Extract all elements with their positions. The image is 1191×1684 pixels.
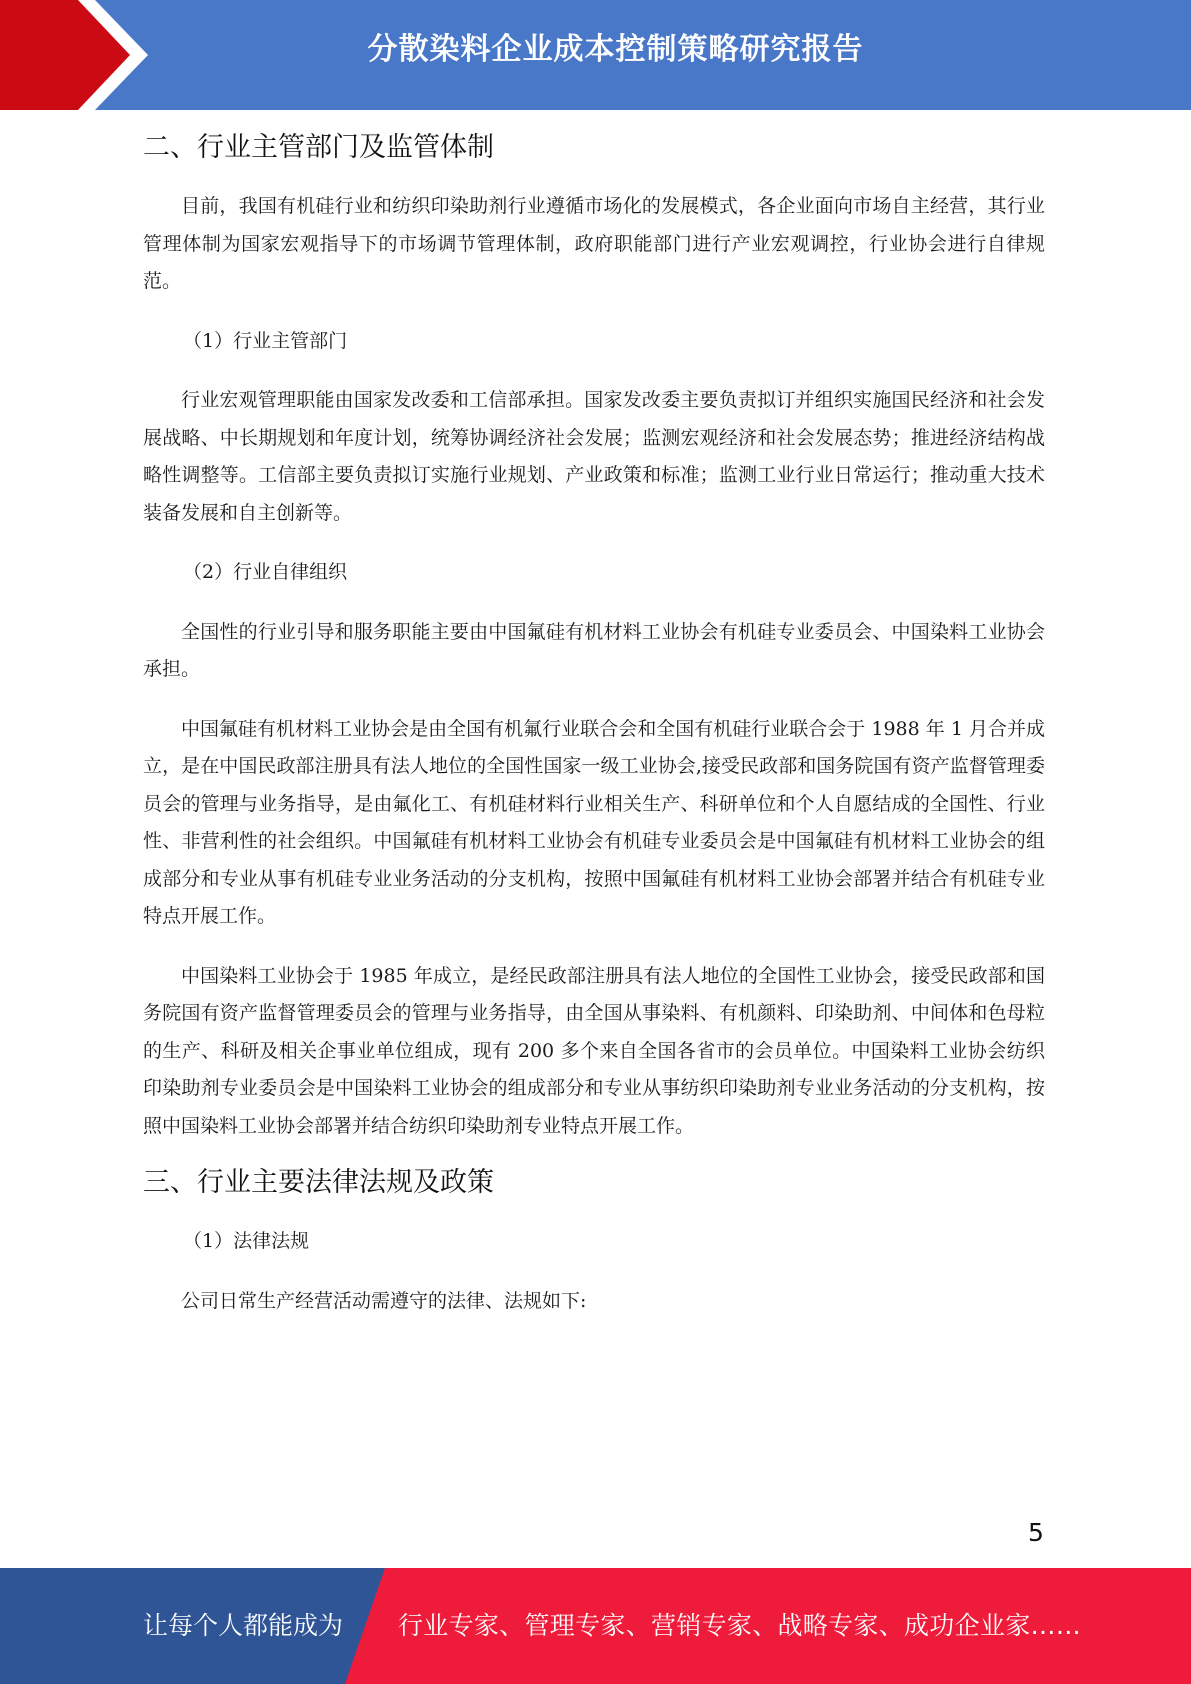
subheading-authority: （1）行业主管部门 <box>183 329 348 352</box>
report-title: 分散染料企业成本控制策略研究报告 <box>367 32 864 67</box>
section-heading-2: 二、行业主管部门及监管体制 <box>143 132 494 163</box>
subheading-self-regulation: （2）行业自律组织 <box>183 561 348 583</box>
page-number: 5 <box>1028 1518 1044 1547</box>
page-footer <box>0 1568 1191 1684</box>
laws-paragraph: 公司日常生产经营活动需遵守的法律、法规如下: <box>181 1289 587 1312</box>
footer-slogan-right: 行业专家、管理专家、营销专家、战略专家、成功企业家…… <box>398 1611 1082 1640</box>
self-regulation-paragraph-3: 中国染料工业协会于 1985 年成立，是经民政部注册具有法人地位的全国性工业协会，接受民政部和国务院国有资产监督管理委员会的管理与业务指导，由全国从事染料、有机颜料、印染助剂、中间体和色母粒的生产、科研及相关企事业单位组成，现有 200 多个来自全国各省市的会员单位。中国染料工业协会纺织印染助剂专业委员会是中国染料工业协会的组成部分和专业从事纺织印染助剂专业业务活动的分支机构，按照中国染料工业协会部署并结合纺织印染助剂专业特点开展工作。 <box>143 964 1045 1137</box>
footer-slogan-left: 让每个人都能成为 <box>143 1611 344 1640</box>
section-heading-3: 三、行业主要法律法规及政策 <box>143 1167 494 1198</box>
self-regulation-paragraph-2: 中国氟硅有机材料工业协会是由全国有机氟行业联合会和全国有机硅行业联合会于 1988 年 1 月合并成立，是在中国民政部注册具有法人地位的全国性国家一级工业协会,接受民政部和国务院国有资产监督管理委员会的管理与业务指导，是由氟化工、有机硅材料行业相关生产、科研单位和个人自愿结成的全国性、行业性、非营利性的社会组织。中国氟硅有机材料工业协会有机硅专业委员会是中国氟硅有机材料工业协会的组成部分和专业从事有机硅专业业务活动的分支机构，按照中国氟硅有机材料工业协会部署并结合有机硅专业特点开展工作。 <box>143 717 1045 927</box>
page-header <box>0 0 1191 110</box>
self-regulation-paragraph-1: 全国性的行业引导和服务职能主要由中国氟硅有机材料工业协会有机硅专业委员会、中国染料工业协会承担。 <box>143 620 1045 680</box>
section2-intro-paragraph: 目前，我国有机硅行业和纺织印染助剂行业遵循市场化的发展模式，各企业面向市场自主经营，其行业管理体制为国家宏观指导下的市场调节管理体制，政府职能部门进行产业宏观调控，行业协会进行自律规范。 <box>143 195 1045 292</box>
subheading-laws: （1）法律法规 <box>183 1230 310 1252</box>
page-content <box>143 128 1045 1320</box>
authority-paragraph: 行业宏观管理职能由国家发改委和工信部承担。国家发改委主要负责拟订并组织实施国民经济和社会发展战略、中长期规划和年度计划，统筹协调经济社会发展；监测宏观经济和社会发展态势；推进经济结构战略性调整等。工信部主要负责拟订实施行业规划、产业政策和标准；监测工业行业日常运行；推动重大技术装备发展和自主创新等。 <box>143 389 1045 524</box>
